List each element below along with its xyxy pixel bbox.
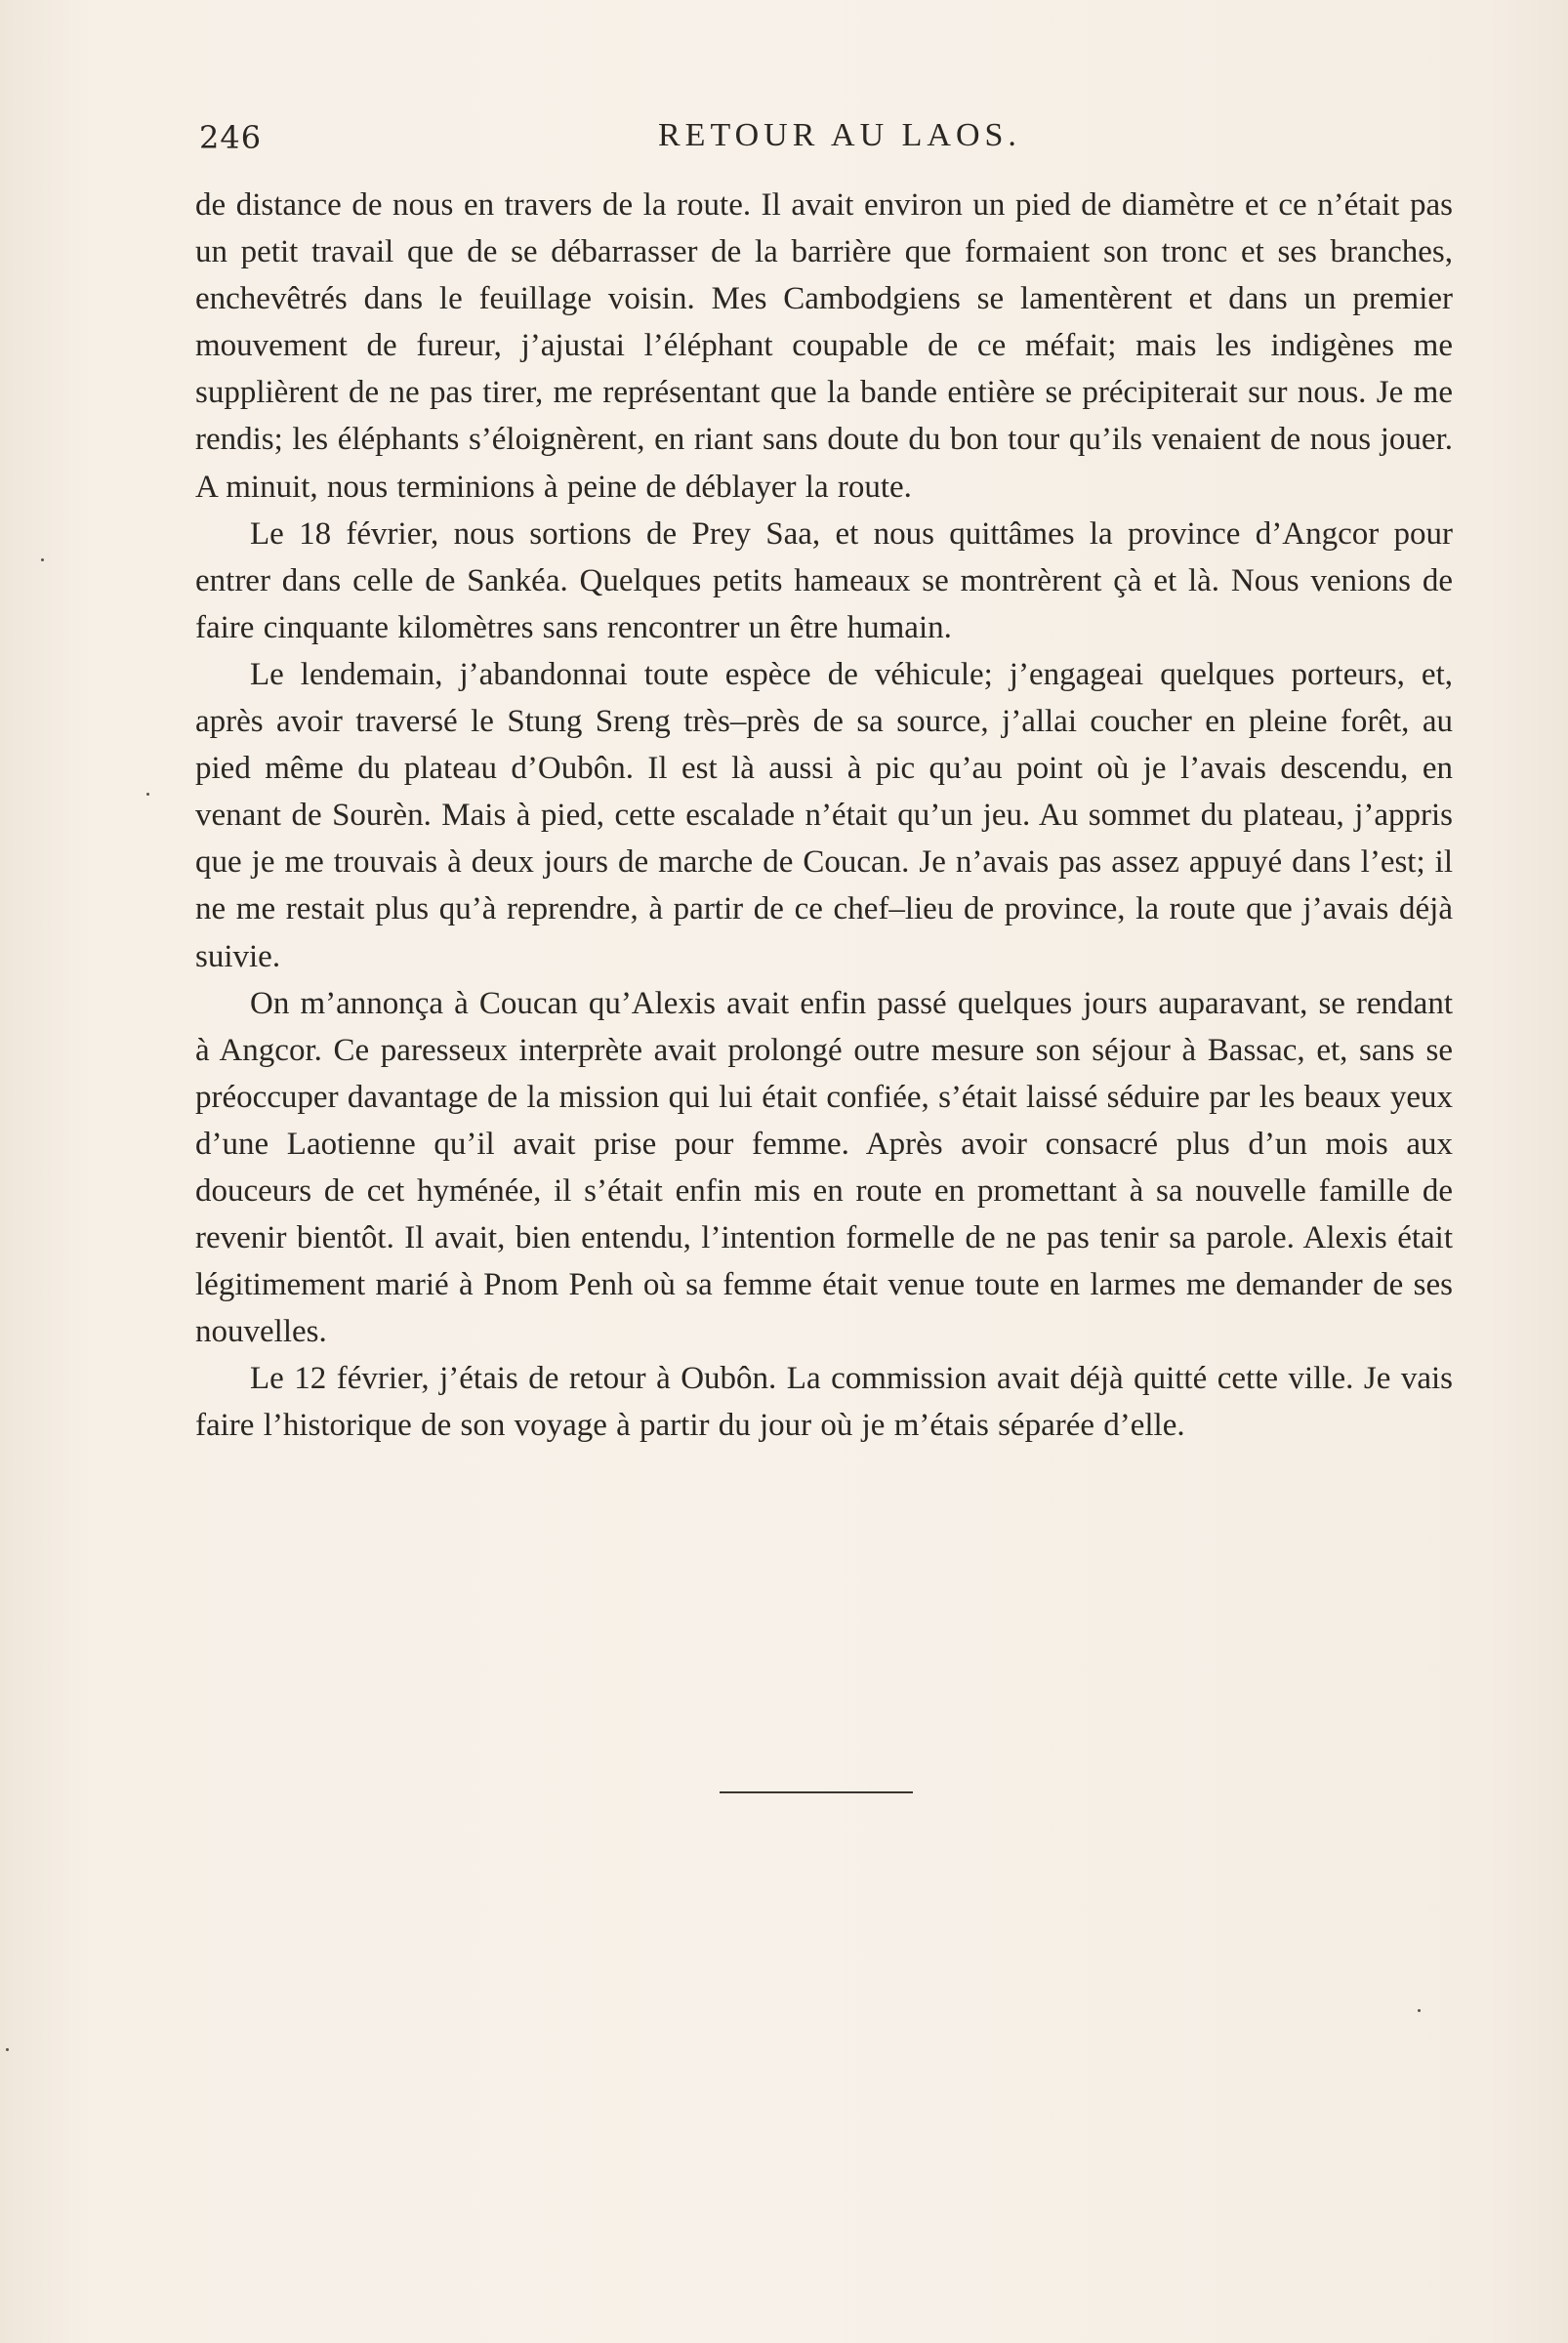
page-number: 246 (199, 119, 263, 156)
running-title: RETOUR AU LAOS. (658, 117, 1021, 153)
chapter-end-rule (720, 1791, 913, 1793)
paper-speck (1418, 2009, 1421, 2012)
paragraph: de distance de nous en travers de la route. Il avait environ un pied de diamètre et ce n’était pas un petit travail que de se débarrasser de la barrière que formaient son tronc et ses branches, enchevêtrés dans le feuillage voisin. Mes Cambodgiens se lamentèrent et dans un premier mouvement de fureur, j’ajustai l’éléphant coupable de ce méfait; mais les indigènes me supplièrent de ne pas tirer, me représentant que la bande entière se précipiterait sur nous. Je me rendis; les éléphants s’éloignèrent, en riant sans doute du bon tour qu’ils venaient de nous jouer. A minuit, nous terminions à peine de déblayer la route. (195, 187, 1453, 505)
paper-speck (41, 558, 44, 561)
page-header (199, 117, 1449, 166)
paragraph: Le 18 février, nous sortions de Prey Saa, et nous quittâmes la province d’Angcor pour entrer dans celle de Sankéa. Quelques petits hameaux se montrèrent çà et là. Nous venions de faire cinquante kilomètres sans rencontrer un être humain. (195, 515, 1453, 645)
paragraph: On m’annonça à Coucan qu’Alexis avait enfin passé quelques jours auparavant, se rendant à Angcor. Ce paresseux interprète avait prolongé outre mesure son séjour à Bassac, et, sans se préoccuper davantage de la mission qui lui était confiée, s’était laissé séduire par les beaux yeux d’une Laotienne qu’il avait prise pour femme. Après avoir consacré plus d’un mois aux douceurs de cet hyménée, il s’était enfin mis en route en promettant à sa nouvelle famille de revenir bientôt. Il avait, bien entendu, l’intention formelle de ne pas tenir sa parole. Alexis était légitimement marié à Pnom Penh où sa femme était venue toute en larmes me demander de ses nouvelles. (195, 985, 1453, 1350)
paper-speck (146, 793, 149, 796)
paragraph: Le 12 février, j’étais de retour à Oubôn. La commission avait déjà quitté cette ville. Je vais faire l’historique de son voyage à partir du jour où je m’étais séparée d’elle. (195, 1361, 1453, 1444)
paragraph: Le lendemain, j’abandonnai toute espèce de véhicule; j’engageai quelques porteurs, et, après avoir traversé le Stung Sreng très–près de sa source, j’allai coucher en pleine forêt, au pied même du plateau d’Oubôn. Il est là aussi à pic qu’au point où je l’avais descendu, en venant de Sourèn. Mais à pied, cette escalade n’était qu’un jeu. Au sommet du plateau, j’appris que je me trouvais à deux jours de marche de Coucan. Je n’avais pas assez appuyé dans l’est; il ne me restait plus qu’à reprendre, à partir de ce chef–lieu de province, la route que j’avais déjà suivie. (195, 656, 1453, 974)
body-text (195, 182, 1453, 1450)
paper-speck (6, 2048, 9, 2051)
